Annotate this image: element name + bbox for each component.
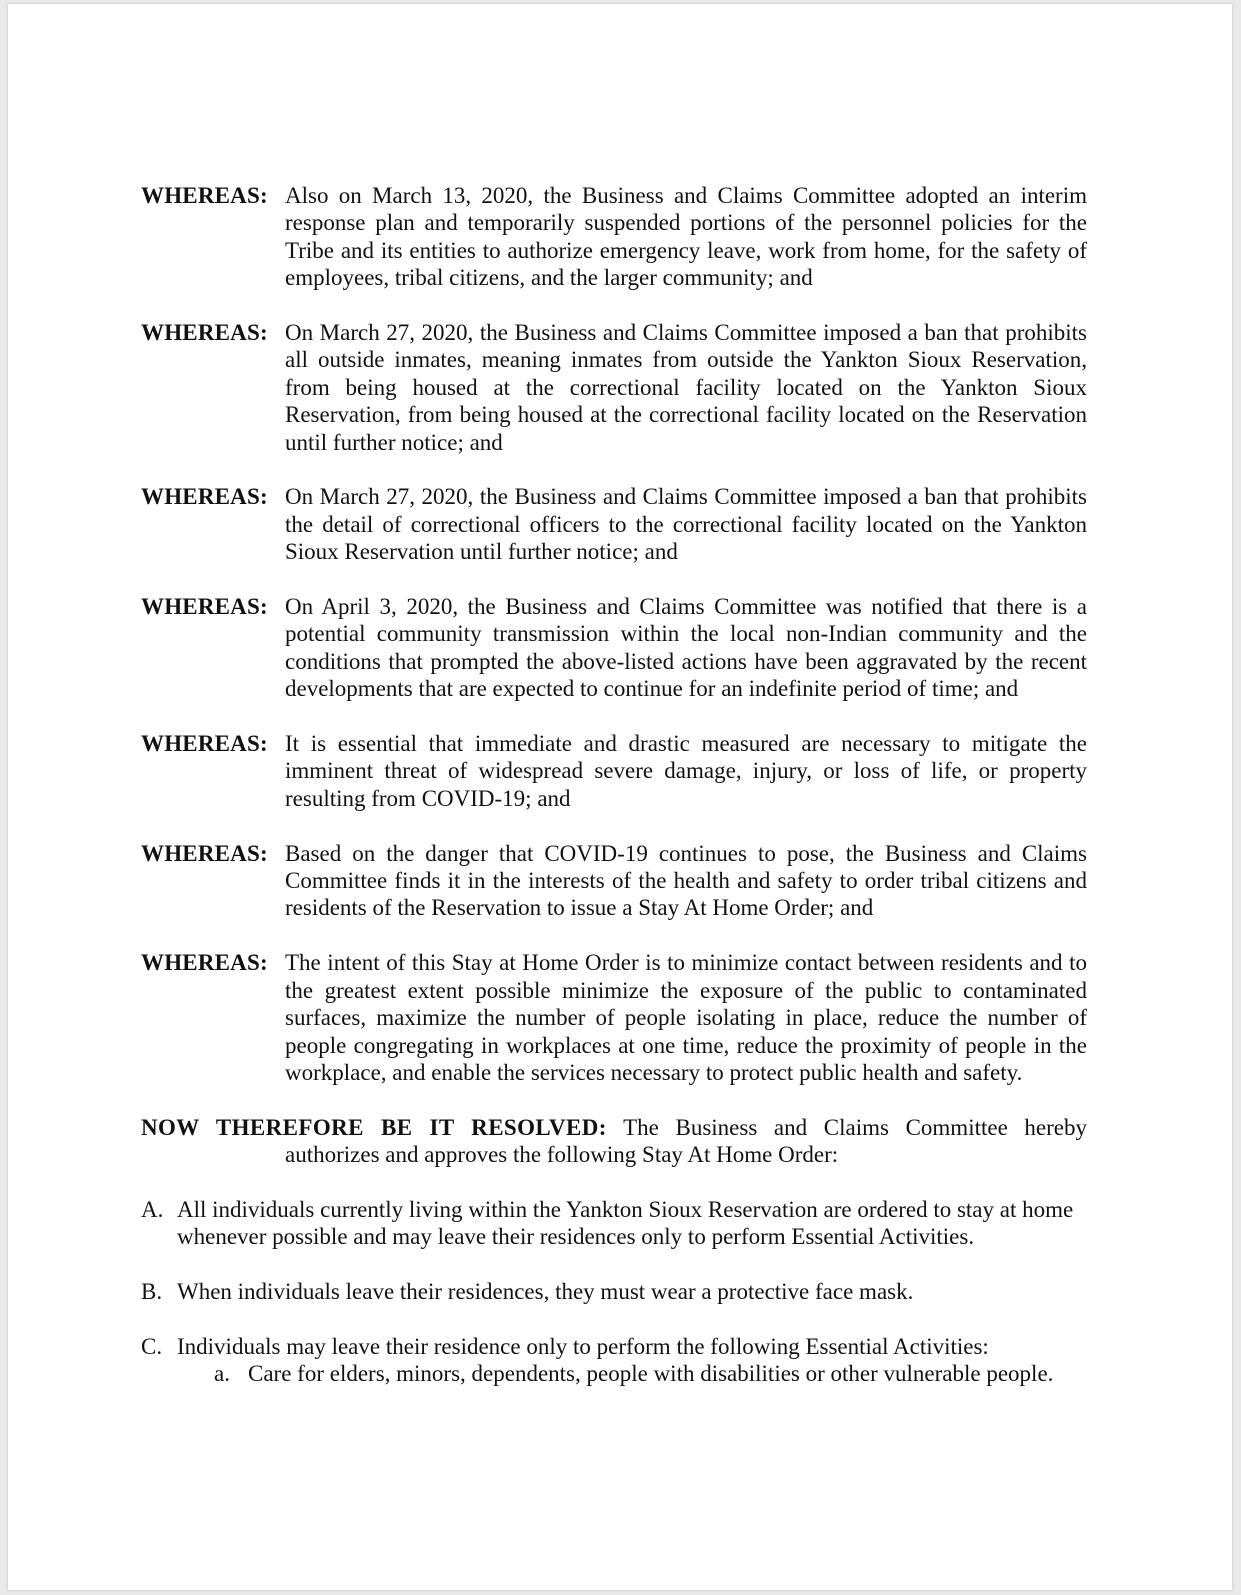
clause-label: WHEREAS: xyxy=(141,484,268,510)
resolved-first-line xyxy=(141,1114,1087,1141)
clause-label: WHEREAS: xyxy=(141,183,268,208)
order-item-c xyxy=(141,1333,1087,1360)
item-marker: A. xyxy=(141,1196,164,1222)
order-item-b xyxy=(141,1278,1087,1305)
whereas-clause xyxy=(141,730,1087,812)
resolved-text-rest: authorizes and approves the following Stay At Home Order: xyxy=(285,1142,839,1168)
item-text: All individuals currently living within the Yankton Sioux Reservation are ordered to stay at home whenever possible and may leave their residences only to perform Essential Activities. xyxy=(177,1196,1074,1250)
resolved-label: NOW THEREFORE BE IT RESOLVED: xyxy=(141,1114,607,1140)
subitem-marker: a. xyxy=(214,1361,230,1387)
item-text: When individuals leave their residences, they must wear a protective face mask. xyxy=(177,1279,914,1305)
clause-label: WHEREAS: xyxy=(141,840,268,866)
clause-label: WHEREAS: xyxy=(141,320,268,346)
whereas-clause xyxy=(141,840,1087,922)
clause-text: Also on March 13, 2020, the Business and Claims Committee adopted an interim response plan and temporarily suspended portions of the personnel policies for the Tribe and its entities to authorize emergency leave, work from home, for the safety of employees, tribal citizens, and the larger community; and xyxy=(285,183,1087,291)
essential-activity-a xyxy=(141,1360,1087,1387)
resolved-clause xyxy=(141,1114,1087,1169)
clause-text: It is essential that immediate and drastic measured are necessary to mitigate the imminent threat of widespread severe damage, injury, or loss of life, or property resulting from COVID-19; and xyxy=(285,731,1087,811)
clause-label: WHEREAS: xyxy=(141,731,268,757)
resolved-text-first: The Business and Claims Committee hereby xyxy=(623,1114,1088,1140)
clause-text: On March 27, 2020, the Business and Claims Committee imposed a ban that prohibits all outside inmates, meaning inmates from outside the Yankton Sioux Reservation, from being housed at the correctional facility located on the Yankton Sioux Reservation, from being housed at the correctional facility located on the Reservation until further notice; and xyxy=(285,320,1087,455)
order-item-a xyxy=(141,1196,1087,1251)
whereas-clause xyxy=(141,483,1087,565)
subitem-text: Care for elders, minors, dependents, people with disabilities or other vulnerable people. xyxy=(248,1361,1054,1387)
whereas-clause xyxy=(141,319,1087,456)
clause-label: WHEREAS: xyxy=(141,594,268,620)
clause-text: On April 3, 2020, the Business and Claims Committee was notified that there is a potential community transmission within the local non-Indian community and the conditions that prompted the above-listed actions have been aggravated by the recent developments that are expected to continue for an indefinite period of time; and xyxy=(285,594,1087,702)
clause-text: The intent of this Stay at Home Order is to minimize contact between residents and to the greatest extent possible minimize the exposure of the public to contaminated surfaces, maximize the number of people isolating in place, reduce the number of people congregating in workplaces at one time, reduce the proximity of people in the workplace, and enable the services necessary to protect public health and safety. xyxy=(285,950,1087,1085)
clause-label: WHEREAS: xyxy=(141,950,268,976)
item-marker: C. xyxy=(141,1333,163,1359)
item-text: Individuals may leave their residence only to perform the following Essential Activities: xyxy=(177,1333,989,1359)
clause-text: Based on the danger that COVID-19 continues to pose, the Business and Claims Committee finds it in the interests of the health and safety to order tribal citizens and residents of the Reservation to issue a Stay At Home Order; and xyxy=(285,840,1087,921)
item-marker: B. xyxy=(141,1279,163,1305)
whereas-clause xyxy=(141,593,1087,703)
document-page xyxy=(8,4,1232,1590)
whereas-clause xyxy=(141,949,1087,1086)
document-body xyxy=(141,182,1087,1388)
clause-text: On March 27, 2020, the Business and Claims Committee imposed a ban that prohibits the detail of correctional officers to the correctional facility located on the Yankton Sioux Reservation until further notice; and xyxy=(285,484,1087,565)
whereas-clause xyxy=(141,182,1087,292)
